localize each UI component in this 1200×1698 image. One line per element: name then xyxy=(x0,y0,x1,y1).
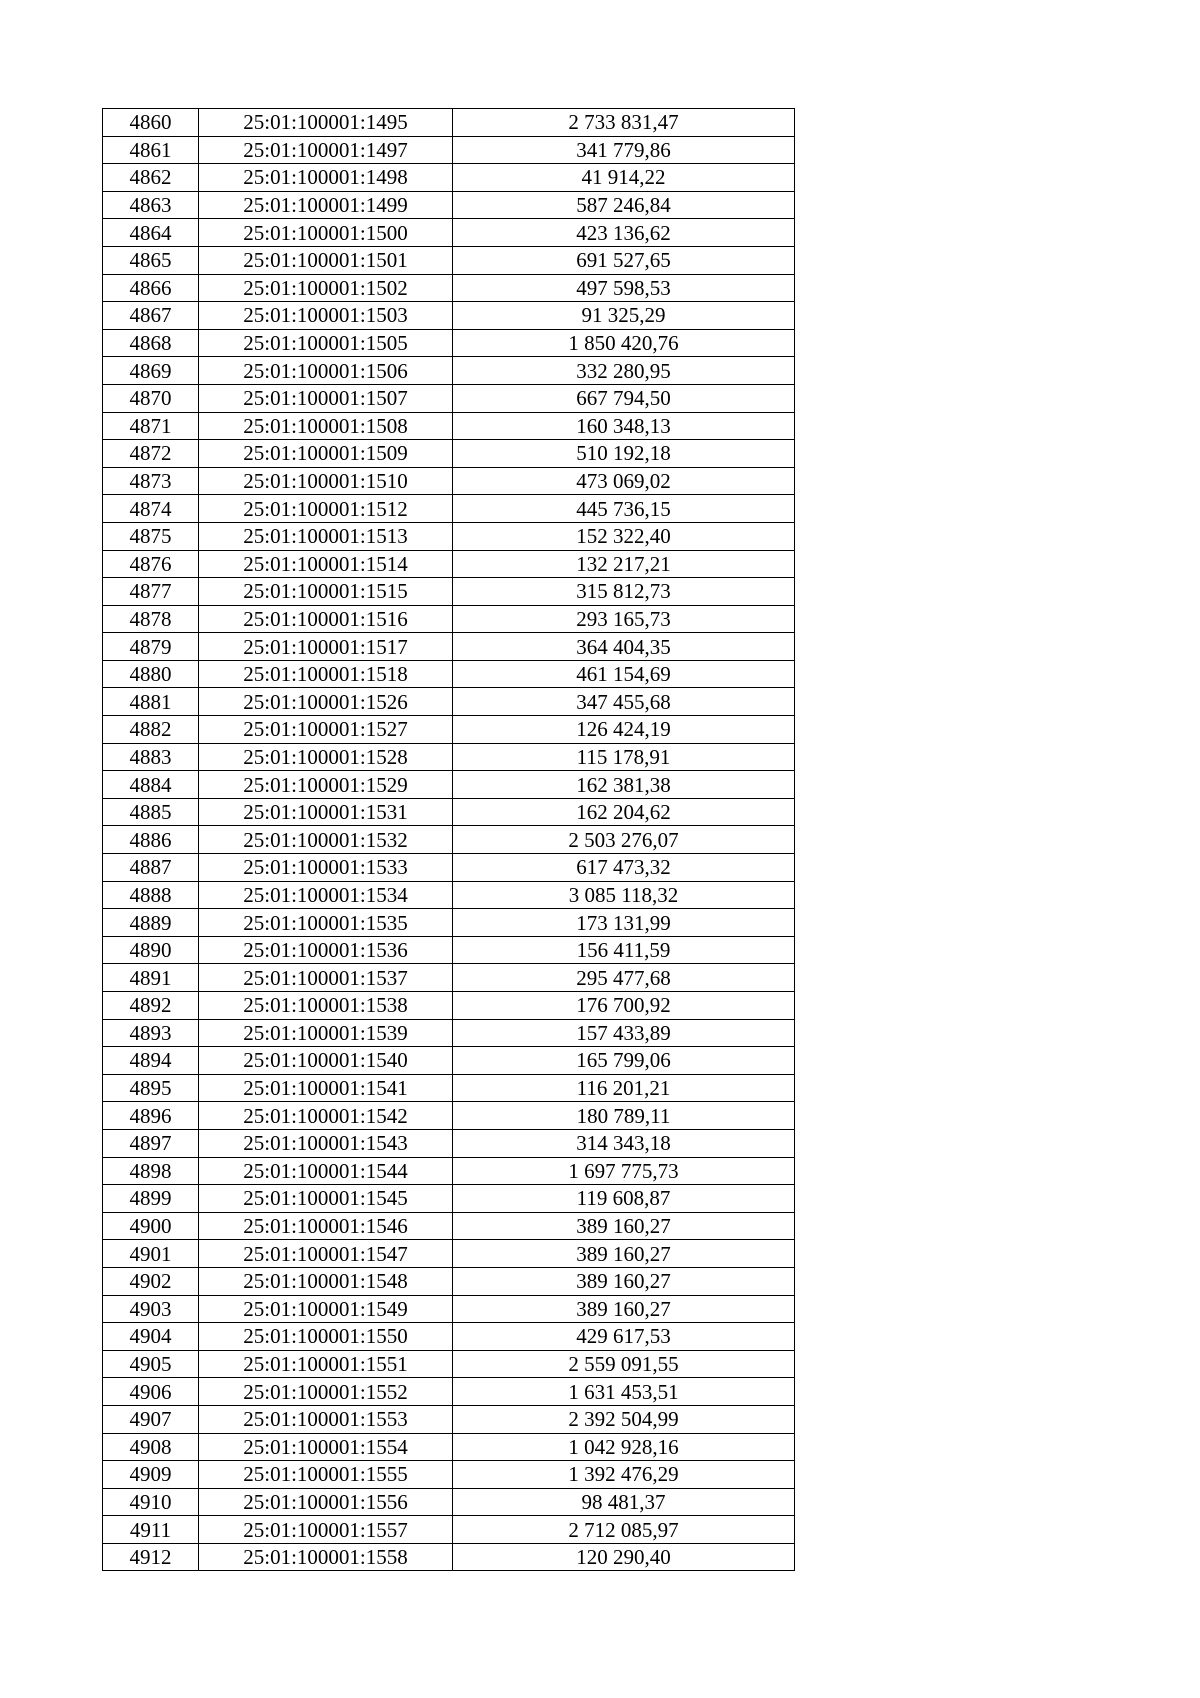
value-cell: 445 736,15 xyxy=(453,495,795,523)
table-row xyxy=(103,1433,795,1461)
row-number-cell: 4898 xyxy=(103,1157,199,1185)
cadastral-number-cell: 25:01:100001:1555 xyxy=(199,1461,453,1489)
row-number-cell: 4902 xyxy=(103,1267,199,1295)
cadastral-number-cell: 25:01:100001:1508 xyxy=(199,412,453,440)
table-row xyxy=(103,743,795,771)
value-cell: 98 481,37 xyxy=(453,1488,795,1516)
value-cell: 617 473,32 xyxy=(453,854,795,882)
value-cell: 2 733 831,47 xyxy=(453,109,795,137)
value-cell: 423 136,62 xyxy=(453,219,795,247)
row-number-cell: 4880 xyxy=(103,660,199,688)
value-cell: 91 325,29 xyxy=(453,302,795,330)
row-number-cell: 4862 xyxy=(103,164,199,192)
row-number-cell: 4882 xyxy=(103,716,199,744)
value-cell: 2 559 091,55 xyxy=(453,1350,795,1378)
row-number-cell: 4884 xyxy=(103,771,199,799)
row-number-cell: 4879 xyxy=(103,633,199,661)
table-row xyxy=(103,357,795,385)
cadastral-number-cell: 25:01:100001:1558 xyxy=(199,1543,453,1571)
table-row xyxy=(103,1019,795,1047)
value-cell: 180 789,11 xyxy=(453,1102,795,1130)
table-row xyxy=(103,1461,795,1489)
row-number-cell: 4887 xyxy=(103,854,199,882)
table-row xyxy=(103,164,795,192)
value-cell: 473 069,02 xyxy=(453,467,795,495)
table-row xyxy=(103,660,795,688)
table-row xyxy=(103,1185,795,1213)
value-cell: 2 712 085,97 xyxy=(453,1516,795,1544)
row-number-cell: 4890 xyxy=(103,936,199,964)
table-row xyxy=(103,1267,795,1295)
value-cell: 667 794,50 xyxy=(453,384,795,412)
value-cell: 461 154,69 xyxy=(453,660,795,688)
cadastral-number-cell: 25:01:100001:1554 xyxy=(199,1433,453,1461)
cadastral-number-cell: 25:01:100001:1512 xyxy=(199,495,453,523)
cadastral-number-cell: 25:01:100001:1539 xyxy=(199,1019,453,1047)
row-number-cell: 4863 xyxy=(103,191,199,219)
cadastral-number-cell: 25:01:100001:1542 xyxy=(199,1102,453,1130)
row-number-cell: 4899 xyxy=(103,1185,199,1213)
row-number-cell: 4877 xyxy=(103,578,199,606)
row-number-cell: 4886 xyxy=(103,826,199,854)
table-row xyxy=(103,1378,795,1406)
cadastral-number-cell: 25:01:100001:1497 xyxy=(199,136,453,164)
row-number-cell: 4875 xyxy=(103,522,199,550)
cadastral-number-cell: 25:01:100001:1545 xyxy=(199,1185,453,1213)
table-row xyxy=(103,109,795,137)
table-row xyxy=(103,936,795,964)
table-row xyxy=(103,219,795,247)
table-row xyxy=(103,191,795,219)
cadastral-number-cell: 25:01:100001:1507 xyxy=(199,384,453,412)
cadastral-number-cell: 25:01:100001:1552 xyxy=(199,1378,453,1406)
row-number-cell: 4876 xyxy=(103,550,199,578)
cadastral-number-cell: 25:01:100001:1553 xyxy=(199,1405,453,1433)
table-row xyxy=(103,522,795,550)
value-cell: 315 812,73 xyxy=(453,578,795,606)
table-row xyxy=(103,467,795,495)
cadastral-number-cell: 25:01:100001:1549 xyxy=(199,1295,453,1323)
cadastral-number-cell: 25:01:100001:1509 xyxy=(199,440,453,468)
table-row xyxy=(103,384,795,412)
row-number-cell: 4871 xyxy=(103,412,199,440)
cadastral-number-cell: 25:01:100001:1513 xyxy=(199,522,453,550)
table-row xyxy=(103,302,795,330)
row-number-cell: 4897 xyxy=(103,1129,199,1157)
cadastral-number-cell: 25:01:100001:1538 xyxy=(199,992,453,1020)
cadastral-number-cell: 25:01:100001:1503 xyxy=(199,302,453,330)
row-number-cell: 4878 xyxy=(103,605,199,633)
table-row xyxy=(103,1240,795,1268)
cadastral-number-cell: 25:01:100001:1543 xyxy=(199,1129,453,1157)
value-cell: 389 160,27 xyxy=(453,1267,795,1295)
value-cell: 1 042 928,16 xyxy=(453,1433,795,1461)
row-number-cell: 4865 xyxy=(103,246,199,274)
value-cell: 1 697 775,73 xyxy=(453,1157,795,1185)
value-cell: 162 204,62 xyxy=(453,798,795,826)
value-cell: 3 085 118,32 xyxy=(453,881,795,909)
table-row xyxy=(103,412,795,440)
row-number-cell: 4860 xyxy=(103,109,199,137)
value-cell: 510 192,18 xyxy=(453,440,795,468)
table-row xyxy=(103,826,795,854)
row-number-cell: 4885 xyxy=(103,798,199,826)
table-row xyxy=(103,495,795,523)
table-row xyxy=(103,274,795,302)
cadastral-number-cell: 25:01:100001:1534 xyxy=(199,881,453,909)
table-row xyxy=(103,1157,795,1185)
row-number-cell: 4864 xyxy=(103,219,199,247)
table-row xyxy=(103,1102,795,1130)
cadastral-number-cell: 25:01:100001:1548 xyxy=(199,1267,453,1295)
value-cell: 587 246,84 xyxy=(453,191,795,219)
row-number-cell: 4889 xyxy=(103,909,199,937)
row-number-cell: 4901 xyxy=(103,1240,199,1268)
cadastral-number-cell: 25:01:100001:1498 xyxy=(199,164,453,192)
row-number-cell: 4870 xyxy=(103,384,199,412)
table-body xyxy=(103,109,795,1571)
row-number-cell: 4905 xyxy=(103,1350,199,1378)
table-row xyxy=(103,1543,795,1571)
value-cell: 295 477,68 xyxy=(453,964,795,992)
cadastral-number-cell: 25:01:100001:1536 xyxy=(199,936,453,964)
table-row xyxy=(103,1295,795,1323)
value-cell: 41 914,22 xyxy=(453,164,795,192)
cadastral-number-cell: 25:01:100001:1499 xyxy=(199,191,453,219)
cadastral-number-cell: 25:01:100001:1541 xyxy=(199,1074,453,1102)
table-row xyxy=(103,1212,795,1240)
cadastral-number-cell: 25:01:100001:1495 xyxy=(199,109,453,137)
table-row xyxy=(103,605,795,633)
row-number-cell: 4907 xyxy=(103,1405,199,1433)
cadastral-number-cell: 25:01:100001:1531 xyxy=(199,798,453,826)
table-row xyxy=(103,550,795,578)
table-row xyxy=(103,716,795,744)
value-cell: 165 799,06 xyxy=(453,1047,795,1075)
value-cell: 152 322,40 xyxy=(453,522,795,550)
table-row xyxy=(103,329,795,357)
cadastral-number-cell: 25:01:100001:1502 xyxy=(199,274,453,302)
cadastral-number-cell: 25:01:100001:1528 xyxy=(199,743,453,771)
value-cell: 341 779,86 xyxy=(453,136,795,164)
cadastral-value-table xyxy=(102,108,795,1571)
table-row xyxy=(103,688,795,716)
table-row xyxy=(103,136,795,164)
cadastral-number-cell: 25:01:100001:1557 xyxy=(199,1516,453,1544)
row-number-cell: 4894 xyxy=(103,1047,199,1075)
cadastral-number-cell: 25:01:100001:1537 xyxy=(199,964,453,992)
cadastral-number-cell: 25:01:100001:1550 xyxy=(199,1323,453,1351)
cadastral-number-cell: 25:01:100001:1515 xyxy=(199,578,453,606)
row-number-cell: 4874 xyxy=(103,495,199,523)
value-cell: 314 343,18 xyxy=(453,1129,795,1157)
cadastral-number-cell: 25:01:100001:1546 xyxy=(199,1212,453,1240)
cadastral-number-cell: 25:01:100001:1510 xyxy=(199,467,453,495)
value-cell: 1 631 453,51 xyxy=(453,1378,795,1406)
cadastral-number-cell: 25:01:100001:1526 xyxy=(199,688,453,716)
cadastral-number-cell: 25:01:100001:1516 xyxy=(199,605,453,633)
table-row xyxy=(103,1047,795,1075)
table-row xyxy=(103,1488,795,1516)
cadastral-number-cell: 25:01:100001:1533 xyxy=(199,854,453,882)
row-number-cell: 4909 xyxy=(103,1461,199,1489)
row-number-cell: 4866 xyxy=(103,274,199,302)
row-number-cell: 4895 xyxy=(103,1074,199,1102)
row-number-cell: 4888 xyxy=(103,881,199,909)
table-row xyxy=(103,909,795,937)
cadastral-number-cell: 25:01:100001:1556 xyxy=(199,1488,453,1516)
value-cell: 389 160,27 xyxy=(453,1212,795,1240)
value-cell: 132 217,21 xyxy=(453,550,795,578)
value-cell: 497 598,53 xyxy=(453,274,795,302)
cadastral-number-cell: 25:01:100001:1540 xyxy=(199,1047,453,1075)
table-row xyxy=(103,854,795,882)
row-number-cell: 4892 xyxy=(103,992,199,1020)
value-cell: 389 160,27 xyxy=(453,1240,795,1268)
row-number-cell: 4861 xyxy=(103,136,199,164)
row-number-cell: 4869 xyxy=(103,357,199,385)
value-cell: 176 700,92 xyxy=(453,992,795,1020)
row-number-cell: 4867 xyxy=(103,302,199,330)
table-row xyxy=(103,1074,795,1102)
table-row xyxy=(103,1516,795,1544)
value-cell: 2 392 504,99 xyxy=(453,1405,795,1433)
value-cell: 157 433,89 xyxy=(453,1019,795,1047)
row-number-cell: 4903 xyxy=(103,1295,199,1323)
table-row xyxy=(103,1129,795,1157)
value-cell: 115 178,91 xyxy=(453,743,795,771)
value-cell: 691 527,65 xyxy=(453,246,795,274)
row-number-cell: 4908 xyxy=(103,1433,199,1461)
value-cell: 293 165,73 xyxy=(453,605,795,633)
value-cell: 126 424,19 xyxy=(453,716,795,744)
cadastral-number-cell: 25:01:100001:1500 xyxy=(199,219,453,247)
cadastral-number-cell: 25:01:100001:1514 xyxy=(199,550,453,578)
value-cell: 162 381,38 xyxy=(453,771,795,799)
cadastral-number-cell: 25:01:100001:1547 xyxy=(199,1240,453,1268)
table-row xyxy=(103,881,795,909)
row-number-cell: 4911 xyxy=(103,1516,199,1544)
value-cell: 2 503 276,07 xyxy=(453,826,795,854)
cadastral-number-cell: 25:01:100001:1529 xyxy=(199,771,453,799)
table-row xyxy=(103,578,795,606)
row-number-cell: 4868 xyxy=(103,329,199,357)
cadastral-number-cell: 25:01:100001:1532 xyxy=(199,826,453,854)
table-row xyxy=(103,771,795,799)
table-row xyxy=(103,440,795,468)
row-number-cell: 4912 xyxy=(103,1543,199,1571)
value-cell: 120 290,40 xyxy=(453,1543,795,1571)
table-row xyxy=(103,246,795,274)
value-cell: 160 348,13 xyxy=(453,412,795,440)
value-cell: 1 850 420,76 xyxy=(453,329,795,357)
value-cell: 1 392 476,29 xyxy=(453,1461,795,1489)
cadastral-number-cell: 25:01:100001:1501 xyxy=(199,246,453,274)
value-cell: 119 608,87 xyxy=(453,1185,795,1213)
row-number-cell: 4906 xyxy=(103,1378,199,1406)
value-cell: 116 201,21 xyxy=(453,1074,795,1102)
row-number-cell: 4896 xyxy=(103,1102,199,1130)
value-cell: 364 404,35 xyxy=(453,633,795,661)
table-row xyxy=(103,1350,795,1378)
cadastral-number-cell: 25:01:100001:1535 xyxy=(199,909,453,937)
cadastral-number-cell: 25:01:100001:1517 xyxy=(199,633,453,661)
value-cell: 332 280,95 xyxy=(453,357,795,385)
cadastral-number-cell: 25:01:100001:1527 xyxy=(199,716,453,744)
row-number-cell: 4881 xyxy=(103,688,199,716)
row-number-cell: 4910 xyxy=(103,1488,199,1516)
value-cell: 389 160,27 xyxy=(453,1295,795,1323)
row-number-cell: 4891 xyxy=(103,964,199,992)
table-row xyxy=(103,964,795,992)
table-row xyxy=(103,1405,795,1433)
row-number-cell: 4893 xyxy=(103,1019,199,1047)
row-number-cell: 4883 xyxy=(103,743,199,771)
cadastral-number-cell: 25:01:100001:1551 xyxy=(199,1350,453,1378)
table-row xyxy=(103,798,795,826)
cadastral-number-cell: 25:01:100001:1544 xyxy=(199,1157,453,1185)
value-cell: 156 411,59 xyxy=(453,936,795,964)
cadastral-number-cell: 25:01:100001:1506 xyxy=(199,357,453,385)
table-row xyxy=(103,633,795,661)
row-number-cell: 4904 xyxy=(103,1323,199,1351)
value-cell: 429 617,53 xyxy=(453,1323,795,1351)
cadastral-number-cell: 25:01:100001:1505 xyxy=(199,329,453,357)
row-number-cell: 4873 xyxy=(103,467,199,495)
cadastral-number-cell: 25:01:100001:1518 xyxy=(199,660,453,688)
table-row xyxy=(103,992,795,1020)
table-row xyxy=(103,1323,795,1351)
row-number-cell: 4872 xyxy=(103,440,199,468)
value-cell: 347 455,68 xyxy=(453,688,795,716)
row-number-cell: 4900 xyxy=(103,1212,199,1240)
value-cell: 173 131,99 xyxy=(453,909,795,937)
